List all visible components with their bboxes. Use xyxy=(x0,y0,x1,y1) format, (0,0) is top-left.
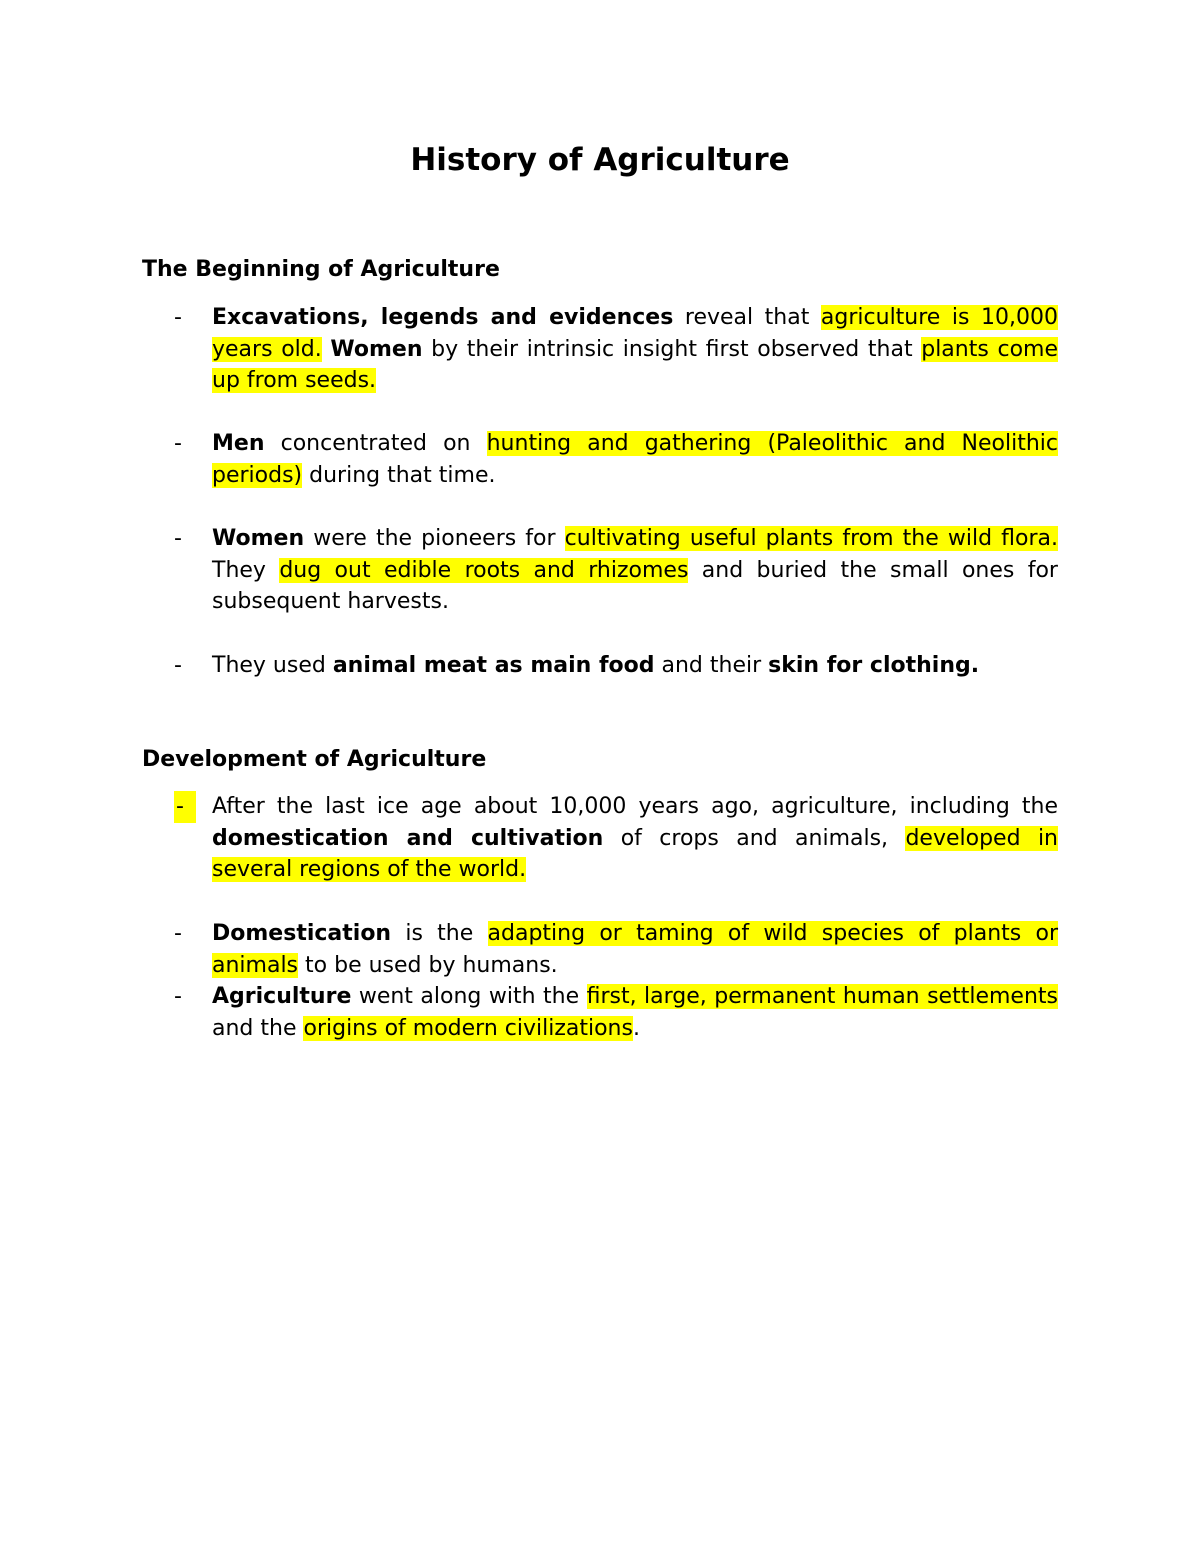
list-item xyxy=(142,523,1058,618)
bullet-text xyxy=(212,428,1058,491)
highlighted-text: hunting and gathering (Paleolithic and Neolithic periods) xyxy=(212,431,1058,488)
highlighted-text: first, large, permanent human settlements xyxy=(586,984,1058,1009)
list-item xyxy=(142,918,1058,981)
bullet-text xyxy=(212,650,1058,682)
text-run: They xyxy=(212,557,280,583)
text-run: Excavations, legends and evidences xyxy=(212,305,674,330)
text-run: Men xyxy=(212,431,265,456)
text-run: Domestication xyxy=(212,921,392,946)
section-heading-development: Development of Agriculture xyxy=(142,747,487,772)
text-run: . xyxy=(632,1015,640,1041)
highlighted-text: origins of modern civilizations xyxy=(303,1015,633,1041)
bullet-dash: - xyxy=(174,431,182,456)
text-run: went along with the xyxy=(351,984,587,1009)
list-item xyxy=(142,650,1058,682)
highlighted-text: agriculture is 10,000 years old. xyxy=(212,305,1059,362)
text-run: skin for clothing. xyxy=(768,653,980,678)
text-run: of crops and animals, xyxy=(603,825,906,851)
highlighted-text: plants come up from seeds. xyxy=(212,336,1058,393)
text-run: by their intrinsic insight first observed that xyxy=(422,336,922,362)
list-item xyxy=(142,428,1058,491)
list-item xyxy=(142,981,1058,1044)
bullet-text xyxy=(212,523,1058,618)
highlighted-text: developed in several regions of the world. xyxy=(212,825,1058,882)
text-run: concentrated on xyxy=(264,431,487,456)
bullet-dash: - xyxy=(174,791,196,823)
highlighted-text: adapting or taming of wild species of plants or animals xyxy=(212,921,1058,978)
text-run: is the xyxy=(391,921,488,946)
bullet-dash: - xyxy=(174,305,182,330)
text-run: and the xyxy=(212,1015,304,1041)
text-run: and buried the small ones for subsequent harvests. xyxy=(212,557,1058,614)
bullet-text xyxy=(212,918,1058,981)
text-run: animal meat as main food xyxy=(332,653,655,678)
text-run: to be used by humans. xyxy=(298,952,558,978)
text-run: They used xyxy=(212,653,333,678)
highlighted-text: dug out edible roots and rhizomes xyxy=(279,557,689,583)
bullet-dash: - xyxy=(174,984,182,1009)
text-run: After the last ice age about 10,000 years ago, agriculture, including the xyxy=(212,794,1058,819)
bullet-dash: - xyxy=(174,526,182,551)
text-run: domestication and cultivation xyxy=(212,825,604,851)
bullet-text xyxy=(212,302,1058,397)
list-item xyxy=(142,791,1058,886)
text-run: reveal that xyxy=(673,305,821,330)
list-item xyxy=(142,302,1058,397)
text-run: Agriculture xyxy=(212,984,352,1009)
bullet-text xyxy=(212,791,1058,886)
text-run: Women xyxy=(212,526,305,551)
bullet-dash: - xyxy=(174,921,182,946)
text-run: were the pioneers for xyxy=(304,526,565,551)
text-run: Women xyxy=(330,336,423,362)
highlighted-text: cultivating useful plants from the wild flora. xyxy=(564,526,1058,551)
bullet-dash: - xyxy=(174,653,182,678)
section-heading-beginning: The Beginning of Agriculture xyxy=(142,257,500,282)
text-run: and their xyxy=(654,653,769,678)
bullet-text xyxy=(212,981,1058,1044)
text-run: during that time. xyxy=(302,462,496,488)
page-title: History of Agriculture xyxy=(410,142,790,178)
